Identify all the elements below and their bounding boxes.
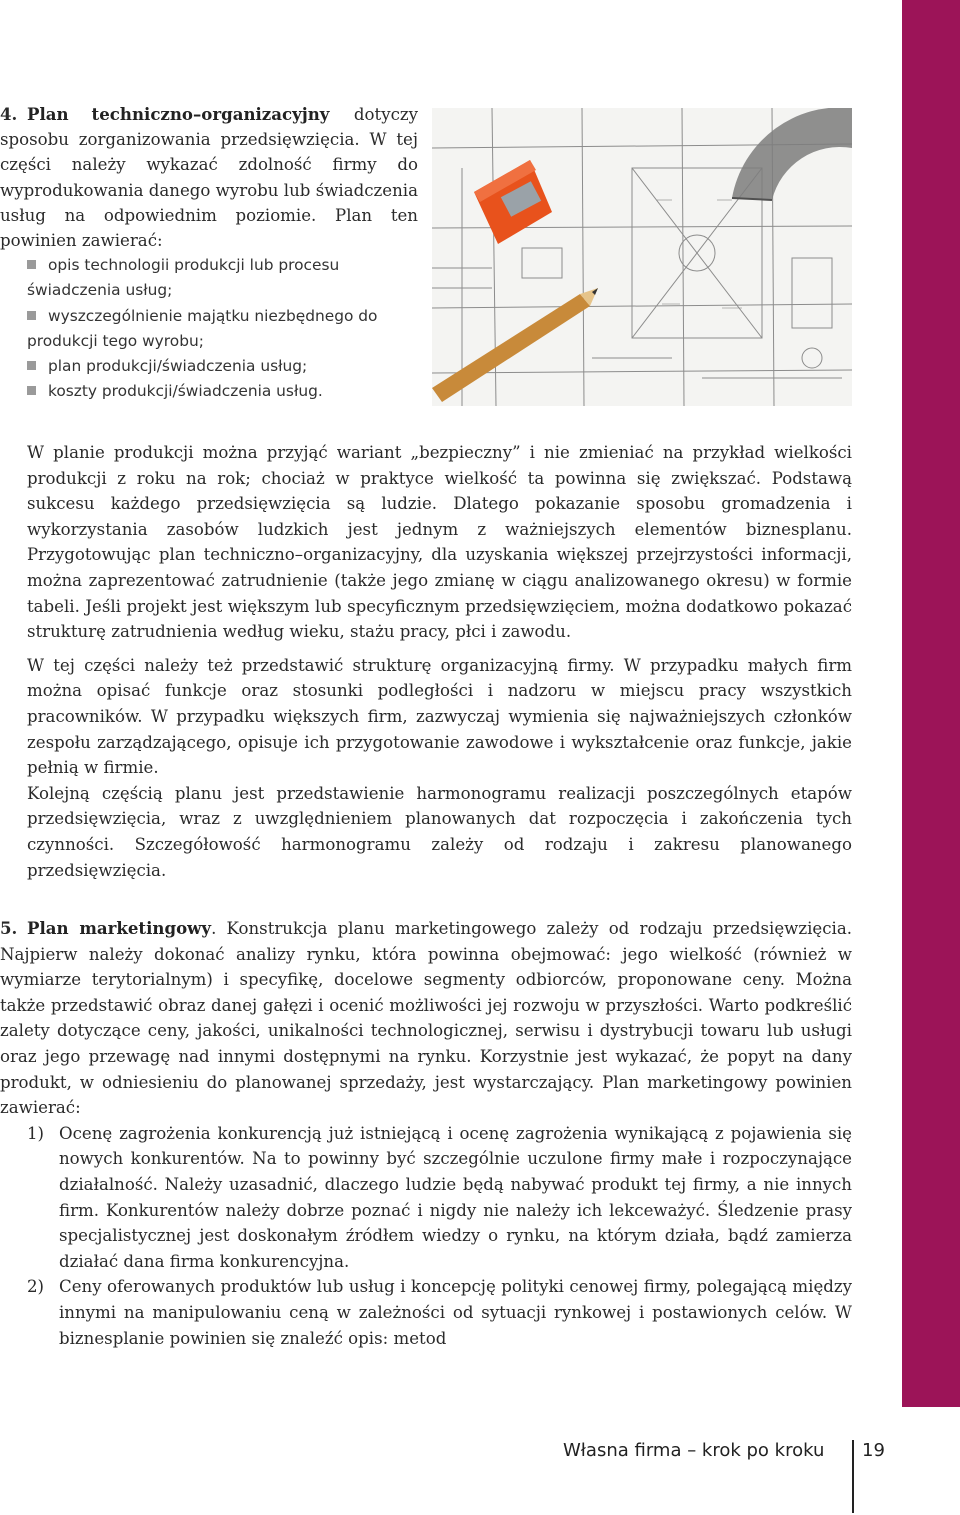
- page-number: 19: [862, 1440, 885, 1461]
- list-number: 2): [27, 1277, 45, 1297]
- square-bullet-icon: [27, 260, 36, 269]
- paragraph: Kolejną częścią planu jest przedstawienie harmonogramu realizacji poszczególnych etapów przedsięwzięcia, wraz z uwzględnieniem planowanych dat rozpoczęcia i zakończenia tych czynności. Szczegółowość harmonogramu zależy od rodzaju i zakresu planowanego przedsięwzięcia.: [27, 783, 852, 880]
- bullet-list: [27, 253, 418, 404]
- list-item-text: Ocenę zagrożenia konkurencją już istniejącą i ocenę zagrożenia wynikającą z pojawienia się nowych konkurentów. Na to powinny być szczególnie uczulone firmy małe i rozpoczynające działalność. Należy uzasadnić, dlaczego ludzie będą nabywać produkt tej firmy, a nie innych firm. Konkurentów należy dobrze poznać i nigdy nie należy ich lekceważyć. Śledzenie prasy specjalistycznej jest doskonałym źródłem wiedzy o rynku, na którym działa, bądź zamierza działać dana firma konkurencyjna.: [59, 1123, 852, 1271]
- blueprint-photo: [432, 108, 852, 406]
- section-intro-text: . Konstrukcja planu marketingowego zależy od rodzaju przedsięwzięcia. Najpierw należy dokonać analizy rynku, która powinna obejmować: jego wielkość (również w wymiarze terytorialnym) i specyfikę, docelowe segmenty odbiorców, proponowane ceny. Można także przedstawić obraz danej gałęzi i ocenić możliwości jej rozwoju w przyszłości. Warto podkreślić zalety dotyczące ceny, jakości, unikalności technologicznej, serwisu i dystrybucji towaru lub usługi oraz jego przewagę nad innymi dostępnymi na rynku. Korzystnie jest wykazać, że popyt na dany produkt, w odniesieniu do planowanej sprzedaży, jest wystarczający. Plan marketingowy powinien zawierać:: [0, 919, 852, 1118]
- section-5: [0, 916, 852, 1351]
- section-title: Plan marketingowy: [27, 918, 212, 938]
- section-number: 4.: [0, 104, 18, 124]
- list-item: koszty produkcji/świadczenia usług.: [27, 379, 418, 404]
- list-item-text: Ceny oferowanych produktów lub usług i koncepcję polityki cenowej firmy, polegającą między innymi na manipulowaniu ceną w zależności od sytuacji rynkowej i postawionych celów. W biznesplanie powinien się znaleźć opis: metod: [59, 1277, 852, 1348]
- square-bullet-icon: [27, 311, 36, 320]
- square-bullet-icon: [27, 386, 36, 395]
- section-4-heading-paragraph: [0, 102, 418, 253]
- list-item: plan produkcji/świadczenia usług;: [27, 354, 418, 379]
- section-intro-text: dotyczy sposobu zorganizowania przedsięwzięcia. W tej części należy wykazać zdolność firmy do wyprodukowania danego wyrobu lub świadczenia usług na odpowiednim poziomie. Plan ten powinien zawierać:: [0, 105, 418, 251]
- list-item: wyszczególnienie majątku niezbędnego do produkcji tego wyrobu;: [27, 306, 378, 350]
- square-bullet-icon: [27, 361, 36, 370]
- paragraph: W tej części należy też przedstawić strukturę organizacyjną firmy. W przypadku małych firm można opisać funkcje oraz stosunki podległości i nadzoru w miejscu pracy wszystkich pracowników. W przypadku większych firm, zazwyczaj wymienia się najważniejszych członków zespołu zarządzającego, opisuje ich przygotowanie zawodowe i wykształcenie oraz funkcje, jakie pełnią w firmie.: [27, 655, 852, 778]
- list-item: opis technologii produkcji lub procesu świadczenia usług;: [27, 256, 340, 300]
- section-number: 5.: [0, 918, 18, 938]
- footer-divider: [852, 1440, 854, 1513]
- section-4-intro: [0, 102, 418, 404]
- footer-title: Własna firma – krok po kroku: [563, 1440, 825, 1461]
- section-title: Plan techniczno–organizacyjny: [27, 104, 330, 124]
- section-4-body: [27, 440, 852, 883]
- list-number: 1): [27, 1123, 45, 1143]
- paragraph: W planie produkcji można przyjąć wariant „bezpieczny” i nie zmieniać na przykład wielkości produkcji z roku na rok; chociaż w praktyce wielkość ta powinna się zwiększać. Podstawą sukcesu każdego przedsięwzięcia są ludzie. Dlatego pokazanie sposobu gromadzenia i wykorzystania zasobów ludzkich jest jednym z ważniejszych elementów biznesplanu. Przygotowując plan techniczno–organizacyjny, dla uzyskania większej przejrzystości informacji, można zaprezentować zatrudnienie (także jego zmianę w ciągu analizowanego okresu) w formie tabeli. Jeśli projekt jest większym lub specyficznym przedsięwzięciem, można dodatkowo pokazać strukturę zatrudnienia według wieku, stażu pracy, płci i zawodu.: [27, 443, 852, 642]
- blueprint-illustration: [432, 108, 852, 406]
- list-item: [0, 1274, 852, 1351]
- section-5-heading-paragraph: [0, 916, 852, 1121]
- list-item: [0, 1121, 852, 1275]
